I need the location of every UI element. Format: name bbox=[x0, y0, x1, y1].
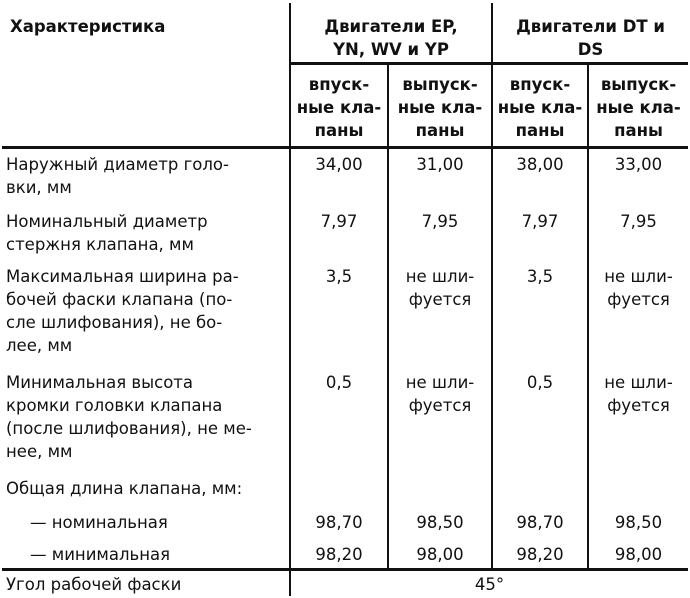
value-cell: 98,50 bbox=[388, 507, 492, 539]
value-cell: 98,20 bbox=[492, 539, 588, 569]
row-label-minimum: — минимальная bbox=[2, 539, 290, 569]
subheader-intake-2: впуск- ные кла- паны bbox=[492, 63, 588, 147]
value-cell: 34,00 bbox=[290, 147, 388, 206]
value-cell: 3,5 bbox=[290, 261, 388, 367]
row-label-head-diameter: Наружный диаметр голо- вки, мм bbox=[2, 147, 290, 206]
value-cell: 98,70 bbox=[290, 507, 388, 539]
value-cell: 3,5 bbox=[492, 261, 588, 367]
value-cell: 7,95 bbox=[388, 206, 492, 261]
row-label-edge-height: Минимальная высота кромки головки клапана (после шлифования), не ме- нее, мм bbox=[2, 367, 290, 473]
row-label-total-length: Общая длина клапана, мм: bbox=[2, 473, 290, 507]
value-cell: не шли- фуется bbox=[604, 267, 673, 309]
value-cell: не шли- фуется bbox=[604, 373, 673, 415]
value-cell: 7,97 bbox=[290, 206, 388, 261]
value-cell bbox=[588, 473, 688, 507]
row-label-chamfer-width: Максимальная ширина ра- бочей фаски клапана (по- сле шлифования), не бо- лее, мм bbox=[2, 261, 290, 367]
table-row bbox=[2, 473, 688, 507]
value-cell: 31,00 bbox=[388, 147, 492, 206]
value-cell bbox=[290, 473, 388, 507]
header-group-ep-yn-wv-yp: Двигатели EP, YN, WV и YP bbox=[290, 3, 492, 63]
value-cell: 98,00 bbox=[388, 539, 492, 569]
value-cell: 0,5 bbox=[290, 367, 388, 473]
header-group-dt-ds: Двигатели DT и DS bbox=[492, 3, 688, 63]
header-row bbox=[2, 3, 688, 63]
table-row bbox=[2, 367, 688, 473]
row-label-nominal: — номинальная bbox=[2, 507, 290, 539]
subheader-exhaust-1: выпуск- ные кла- паны bbox=[388, 63, 492, 147]
value-cell: не шли- фуется bbox=[388, 367, 492, 473]
value-cell bbox=[492, 473, 588, 507]
value-cell: 7,97 bbox=[492, 206, 588, 261]
value-cell: 0,5 bbox=[492, 367, 588, 473]
header-characteristic: Характеристика bbox=[2, 3, 290, 147]
value-cell: 33,00 bbox=[614, 154, 663, 174]
value-cell: 98,70 bbox=[492, 507, 588, 539]
table-row bbox=[2, 261, 688, 367]
value-chamfer-angle: 45° bbox=[290, 569, 688, 596]
value-cell: 98,20 bbox=[290, 539, 388, 569]
value-cell: 98,00 bbox=[614, 545, 663, 564]
row-label-chamfer-angle: Угол рабочей фаски bbox=[2, 569, 290, 596]
value-cell: 98,50 bbox=[614, 513, 663, 532]
table-row bbox=[2, 507, 688, 539]
table-row bbox=[2, 206, 688, 261]
subheader-exhaust-2: выпуск- ные кла- паны bbox=[588, 63, 688, 147]
valve-spec-table bbox=[2, 3, 688, 596]
table-row bbox=[2, 569, 688, 596]
value-cell: 7,95 bbox=[620, 212, 657, 231]
row-label-stem-diameter: Номинальный диаметр стержня клапана, мм bbox=[2, 206, 290, 261]
table-row bbox=[2, 539, 688, 569]
subheader-intake-1: впуск- ные кла- паны bbox=[290, 63, 388, 147]
value-cell: не шли- фуется bbox=[388, 261, 492, 367]
table-row bbox=[2, 147, 688, 206]
value-cell: 38,00 bbox=[492, 147, 588, 206]
value-cell bbox=[388, 473, 492, 507]
